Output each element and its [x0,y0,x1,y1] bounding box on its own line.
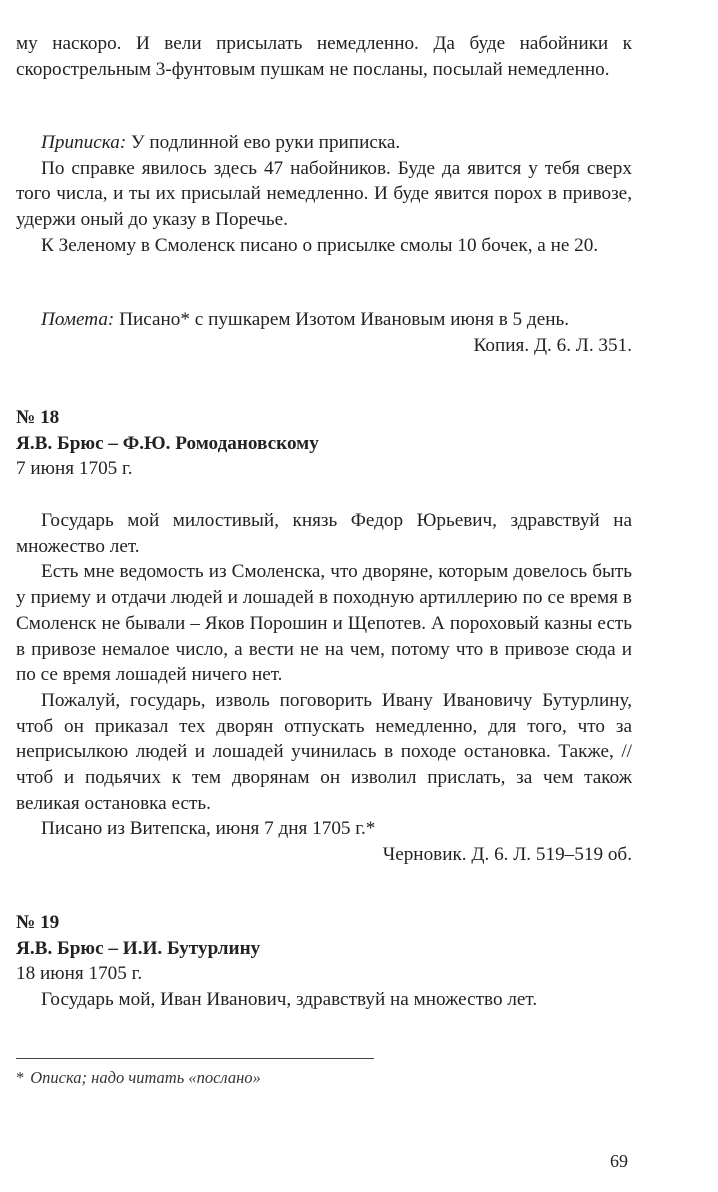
paragraph: Есть мне ведомость из Смоленска, что дворяне, которым довелось быть у приему и отдачи людей и лошадей в походную артиллерию по се время в Смоленск не бывали – Яков Порошин и Щепотев. А пороховый казны есть в привозе немалое число, а вести не на чем, потому что в привозе сюда и по се время лошадей ничего нет. [16,561,632,686]
footnote-text: Описка; надо читать «послано» [30,1068,261,1087]
doc-19-header [16,910,632,1013]
doc-date: 18 июня 1705 г. [16,963,143,985]
note-block [16,307,632,358]
doc-18-header [16,405,632,482]
source-reference: Копия. Д. 6. Л. 351. [473,334,632,356]
paragraph: Писано из Витепска, июня 7 дня 1705 г.* [41,818,376,840]
note-label: Помета: [41,309,115,330]
paragraph: По справке явилось здесь 47 набойников. Буде да явится у тебя сверх того числа, и ты их присылай немедленно. И буде явится порох в привозе, удержи оный до указу в Поречье. [16,157,632,231]
note-text: Писано* с пушкарем Изотом Ивановым июня в 5 день. [114,309,570,330]
doc-18-body [16,508,632,868]
doc-number: № 18 [16,407,60,428]
note-paragraph [16,307,632,333]
paragraph: Государь мой, Иван Иванович, здравствуй на множество лет. [41,989,538,1011]
doc-title: Я.В. Брюс – И.И. Бутурлину [16,937,261,959]
source-reference: Черновик. Д. 6. Л. 519–519 об. [382,844,632,866]
top-text-block [16,31,632,82]
doc-date: 7 июня 1705 г. [16,458,133,480]
page-number: 69 [610,1151,628,1171]
footnote-divider [16,1058,374,1059]
footnote-mark: * [16,1068,25,1087]
postscript-paragraph [16,130,632,156]
paragraph: му наскоро. И вели присылать немедленно. Да буде набойники к скорострельным 3-фунтовым пушкам не посланы, посылай немедленно. [16,33,632,80]
paragraph: К Зеленому в Смоленск писано о присылке смолы 10 бочек, а не 20. [41,234,599,256]
doc-title: Я.В. Брюс – Ф.Ю. Ромодановскому [16,432,319,454]
paragraph: Пожалуй, государь, изволь поговорить Ивану Ивановичу Бутурлину, чтоб он приказал тех дворян отпускать немедленно, для того, что за неприсылкою людей и лошадей учинилась в походе остановка. Также, // чтоб и подьячих к тем дворянам он изволил прислать, за чем також великая остановка есть. [16,689,632,814]
postscript-label: Приписка: [41,132,127,153]
doc-number: № 19 [16,912,60,933]
footnote [16,1068,261,1088]
postscript-block [16,130,632,259]
paragraph: Государь мой милостивый, князь Федор Юрьевич, здравствуй на множество лет. [16,510,632,557]
postscript-text: У подлинной ево руки приписка. [126,132,401,153]
